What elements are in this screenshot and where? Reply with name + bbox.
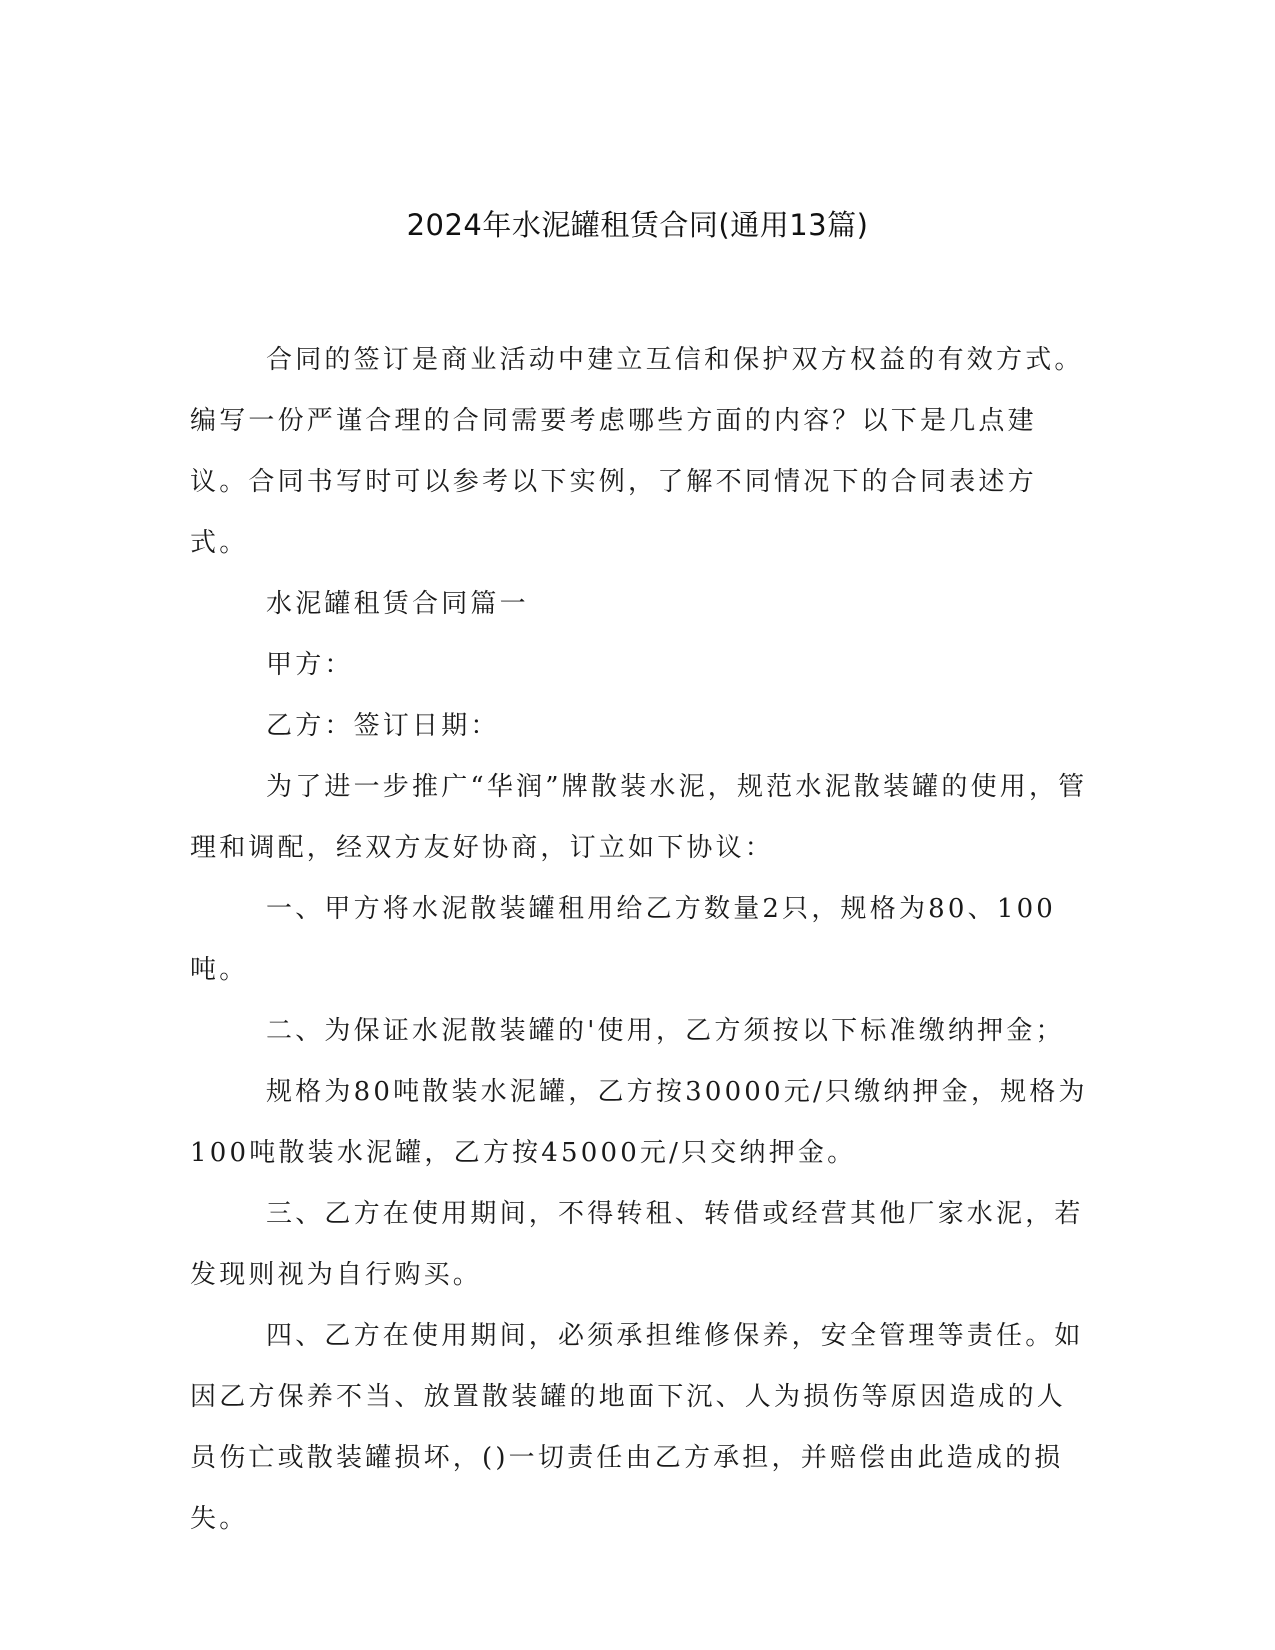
document-body (190, 330, 1090, 1550)
section-heading: 水泥罐租赁合同篇一 (266, 589, 529, 619)
deposit-paragraph: 规格为80吨散装水泥罐，乙方按30000元/只缴纳押金，规格为100吨散装水泥罐，乙方按45000元/只交纳押金。 (190, 1077, 1088, 1168)
party-b-line: 乙方：签订日期： (266, 711, 500, 741)
preamble-paragraph: 为了进一步推广“华润”牌散装水泥，规范水泥散装罐的使用，管理和调配，经双方友好协商，订立如下协议： (190, 772, 1088, 863)
clause-4: 四、乙方在使用期间，必须承担维修保养，安全管理等责任。如因乙方保养不当、放置散装罐的地面下沉、人为损伤等原因造成的人员伤亡或散装罐损坏，()一切责任由乙方承担，并赔偿由此造成的损失。 (190, 1321, 1084, 1534)
clause-2: 二、为保证水泥散装罐的'使用，乙方须按以下标准缴纳押金； (266, 1016, 1065, 1046)
clause-3: 三、乙方在使用期间，不得转租、转借或经营其他厂家水泥，若发现则视为自行购买。 (190, 1199, 1084, 1290)
clause-1: 一、甲方将水泥散装罐租用给乙方数量2只，规格为80、100吨。 (190, 894, 1057, 985)
intro-paragraph: 合同的签订是商业活动中建立互信和保护双方权益的有效方式。编写一份严谨合理的合同需要考虑哪些方面的内容？以下是几点建议。合同书写时可以参考以下实例，了解不同情况下的合同表述方式。 (190, 345, 1084, 558)
document-title: 2024年水泥罐租赁合同(通用13篇) (406, 208, 869, 242)
party-a-line: 甲方： (266, 650, 354, 680)
